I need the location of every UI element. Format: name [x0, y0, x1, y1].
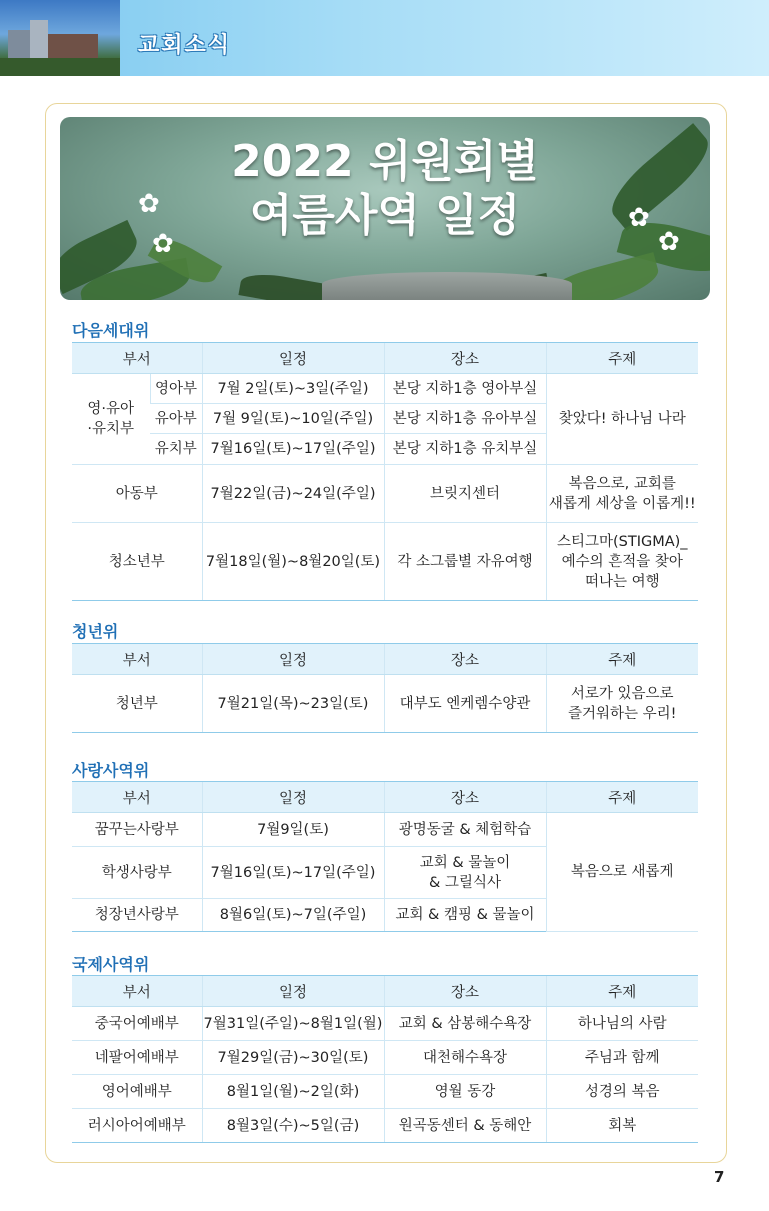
- column-header-place: 장소: [384, 644, 546, 675]
- banner-image: [60, 117, 710, 300]
- dept-cell: 청소년부: [72, 523, 202, 601]
- place-cell: 브릿지센터: [384, 465, 546, 523]
- place-line: 교회 & 물놀이: [419, 854, 511, 871]
- dept-group-label-line1: 영·유아: [87, 401, 135, 417]
- column-header-schedule: 일정: [202, 976, 384, 1007]
- place-cell: 대천해수욕장: [384, 1041, 546, 1075]
- column-header-schedule: 일정: [202, 343, 384, 374]
- dept-cell: 네팔어예배부: [72, 1041, 202, 1075]
- theme-line: 예수의 흔적을 찾아: [561, 553, 683, 570]
- header-band: [0, 0, 769, 76]
- theme-line: 서로가 있음으로: [570, 685, 674, 702]
- column-header-dept: 부서: [72, 976, 202, 1007]
- schedule-cell: 8월3일(수)~5일(금): [202, 1109, 384, 1143]
- table-row: [72, 1109, 698, 1143]
- dept-cell: 아동부: [72, 465, 202, 523]
- church-building-photo: [0, 0, 120, 76]
- column-header-place: 장소: [384, 782, 546, 813]
- schedule-cell: 7월22일(금)~24일(주일): [202, 465, 384, 523]
- banner-title-line1: 2022 위원회별: [231, 136, 539, 187]
- dept-cell: 러시아어예배부: [72, 1109, 202, 1143]
- theme-cell: 성경의 복음: [546, 1075, 698, 1109]
- dept-group-label-line2: ·유치부: [87, 421, 135, 437]
- dept-cell: 꿈꾸는사랑부: [72, 813, 202, 847]
- column-header-schedule: 일정: [202, 644, 384, 675]
- dept-cell: 학생사랑부: [72, 847, 202, 899]
- schedule-cell: 7월21일(목)~23일(토): [202, 675, 384, 733]
- dept-cell: 중국어예배부: [72, 1007, 202, 1041]
- schedule-cell: 7월31일(주일)~8월1일(월): [202, 1007, 384, 1041]
- lily-flower-icon: ✿: [152, 229, 174, 259]
- schedule-table-international-ministry: [72, 975, 698, 1143]
- column-header-place: 장소: [384, 976, 546, 1007]
- place-cell: 교회 & 삼봉해수욕장: [384, 1007, 546, 1041]
- dept-cell: 유치부: [150, 434, 202, 465]
- place-cell: 광명동굴 & 체험학습: [384, 813, 546, 847]
- schedule-table-love-ministry: [72, 781, 698, 932]
- schedule-cell: 7월9일(토): [202, 813, 384, 847]
- section-title-love-ministry: 사랑사역위: [72, 761, 150, 780]
- lily-flower-icon: ✿: [658, 227, 680, 257]
- column-header-theme: 주제: [546, 343, 698, 374]
- schedule-table-next-generation: [72, 342, 698, 601]
- theme-cell: [546, 675, 698, 733]
- column-header-dept: 부서: [72, 343, 202, 374]
- dept-cell: 영어예배부: [72, 1075, 202, 1109]
- schedule-cell: 7월 2일(토)~3일(주일): [202, 374, 384, 404]
- schedule-cell: 7월18일(월)~8월20일(토): [202, 523, 384, 601]
- place-cell: 본당 지하1층 영아부실: [384, 374, 546, 404]
- banner-title-line2: 여름사역 일정: [249, 190, 521, 241]
- place-cell: 영월 동강: [384, 1075, 546, 1109]
- column-header-dept: 부서: [72, 782, 202, 813]
- theme-cell: 하나님의 사람: [546, 1007, 698, 1041]
- schedule-cell: 7월16일(토)~17일(주일): [202, 847, 384, 899]
- dept-cell: 청년부: [72, 675, 202, 733]
- place-cell: 본당 지하1층 유아부실: [384, 404, 546, 434]
- table-row: [72, 813, 698, 847]
- column-header-theme: 주제: [546, 782, 698, 813]
- theme-cell: 주님과 함께: [546, 1041, 698, 1075]
- section-title-international-ministry: 국제사역위: [72, 955, 150, 974]
- column-header-theme: 주제: [546, 644, 698, 675]
- theme-cell: 회복: [546, 1109, 698, 1143]
- column-header-dept: 부서: [72, 644, 202, 675]
- theme-cell: 복음으로 새롭게: [546, 813, 698, 932]
- schedule-cell: 7월 9일(토)~10일(주일): [202, 404, 384, 434]
- theme-cell: [546, 465, 698, 523]
- table-row: [72, 1075, 698, 1109]
- column-header-schedule: 일정: [202, 782, 384, 813]
- table-row: [72, 1041, 698, 1075]
- table-row: [72, 675, 698, 733]
- lily-flower-icon: ✿: [628, 203, 650, 233]
- theme-line: 복음으로, 교회를: [568, 475, 676, 492]
- theme-cell: [546, 523, 698, 601]
- theme-cell: 찾았다! 하나님 나라: [546, 374, 698, 465]
- theme-line: 즐거워하는 우리!: [568, 705, 677, 722]
- place-cell: [384, 847, 546, 899]
- schedule-cell: 8월1일(월)~2일(화): [202, 1075, 384, 1109]
- theme-line: 새롭게 세상을 이롭게!!: [548, 495, 696, 512]
- table-row: [72, 374, 698, 404]
- place-cell: 본당 지하1층 유치부실: [384, 434, 546, 465]
- dept-group-cell: [72, 374, 150, 465]
- header-title: 교회소식: [138, 33, 232, 58]
- place-line: & 그릴식사: [429, 874, 501, 891]
- place-cell: 대부도 엔케렘수양관: [384, 675, 546, 733]
- table-row: [72, 523, 698, 601]
- page-number: 7: [714, 1168, 725, 1186]
- place-cell: 각 소그룹별 자유여행: [384, 523, 546, 601]
- lily-flower-icon: ✿: [138, 189, 160, 219]
- schedule-table-youth: [72, 643, 698, 733]
- banner-title: [60, 135, 710, 243]
- dept-cell: 영아부: [150, 374, 202, 404]
- column-header-place: 장소: [384, 343, 546, 374]
- section-title-next-generation: 다음세대위: [72, 321, 150, 340]
- dept-cell: 청장년사랑부: [72, 899, 202, 932]
- column-header-theme: 주제: [546, 976, 698, 1007]
- theme-line: 떠나는 여행: [584, 573, 660, 590]
- theme-line: 스티그마(STIGMA)_: [556, 533, 688, 550]
- dept-cell: 유아부: [150, 404, 202, 434]
- schedule-cell: 7월16일(토)~17일(주일): [202, 434, 384, 465]
- schedule-cell: 7월29일(금)~30일(토): [202, 1041, 384, 1075]
- table-row: [72, 465, 698, 523]
- table-row: [72, 1007, 698, 1041]
- place-cell: 원곡동센터 & 동해안: [384, 1109, 546, 1143]
- schedule-cell: 8월6일(토)~7일(주일): [202, 899, 384, 932]
- place-cell: 교회 & 캠핑 & 물놀이: [384, 899, 546, 932]
- section-title-youth: 청년위: [72, 622, 119, 641]
- stone-pedestal: [322, 272, 572, 300]
